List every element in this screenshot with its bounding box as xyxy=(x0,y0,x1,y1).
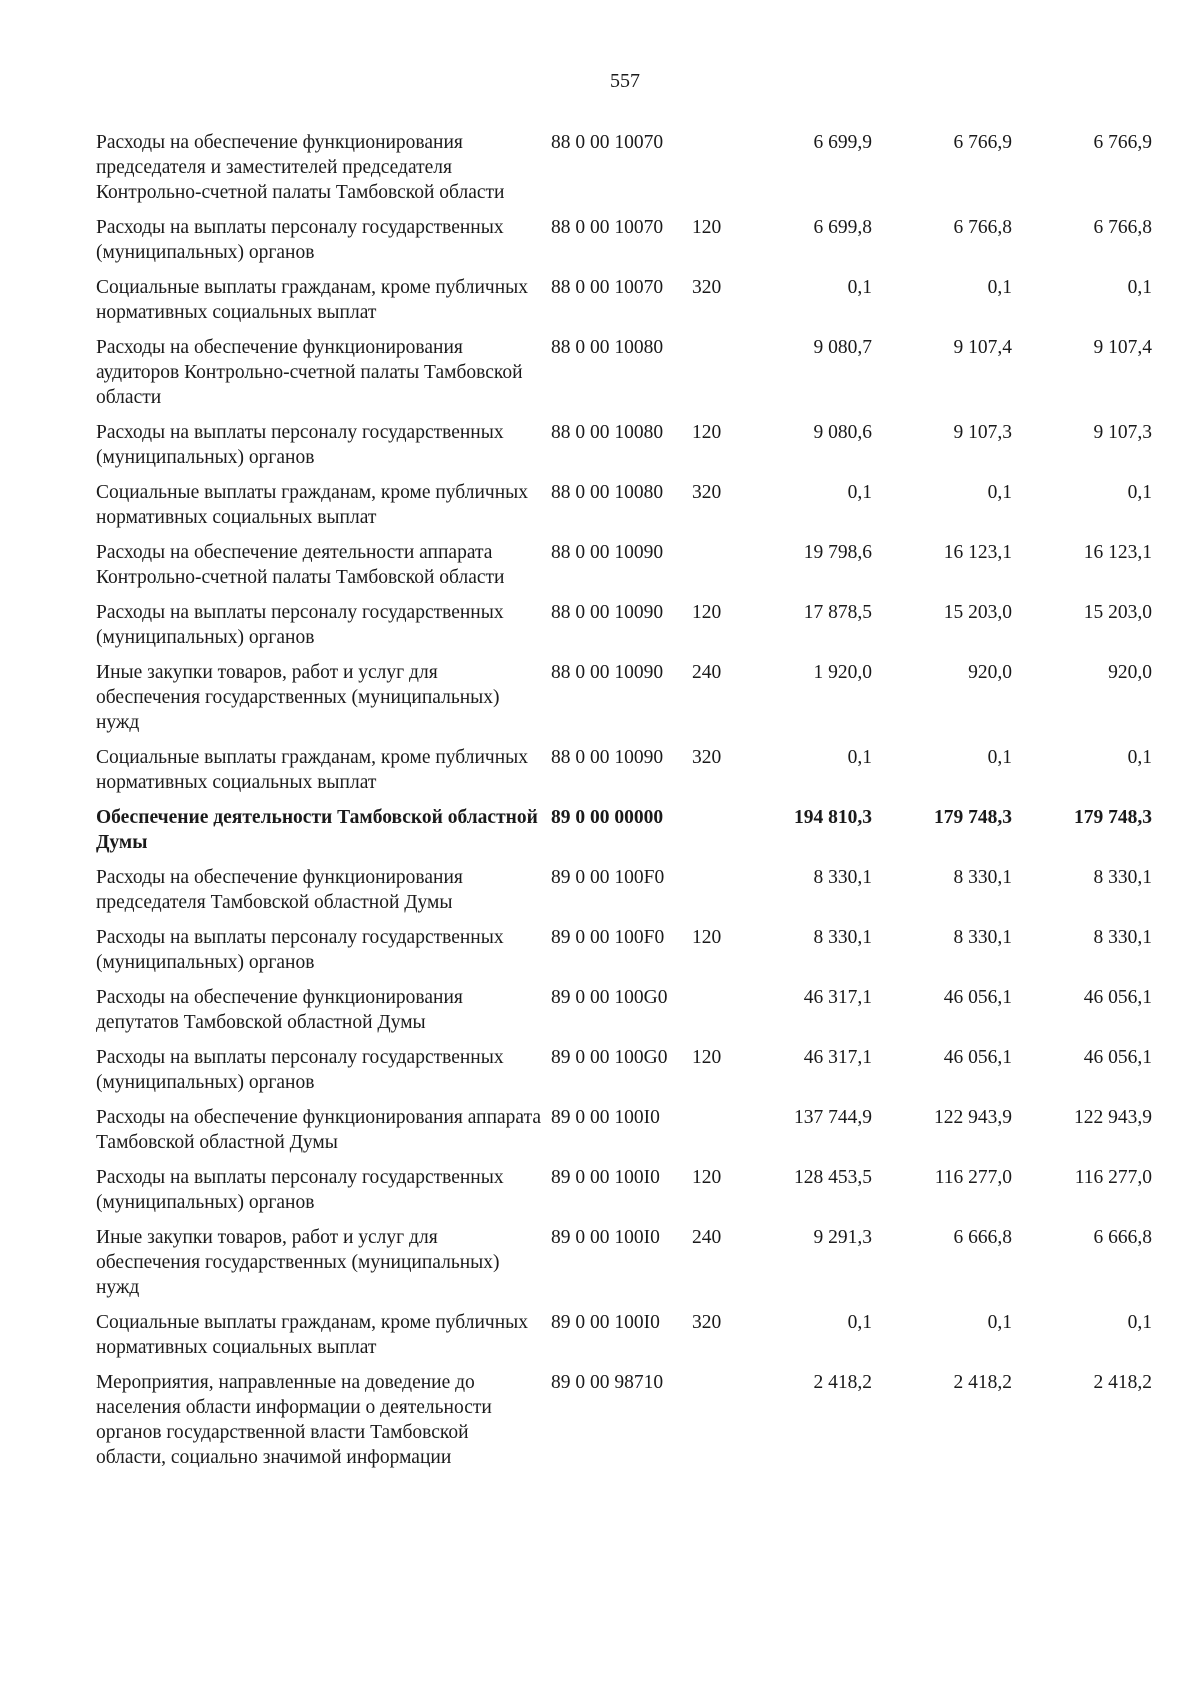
row-name: Социальные выплаты гражданам, кроме публичных нормативных социальных выплат xyxy=(96,482,528,528)
row-value-3: 920,0 xyxy=(1108,662,1152,683)
row-expense-type: 320 xyxy=(692,277,722,298)
row-expense-type xyxy=(686,805,752,865)
row-value-1: 137 744,9 xyxy=(794,1107,872,1128)
row-expense-type xyxy=(686,1370,752,1480)
budget-table-body xyxy=(96,130,1152,1480)
row-value-1: 9 291,3 xyxy=(813,1227,872,1248)
row-name: Расходы на обеспечение деятельности аппарата Контрольно-счетной палаты Тамбовской области xyxy=(96,542,505,588)
row-expense-type xyxy=(686,335,752,420)
row-name: Расходы на обеспечение функционирования председателя и заместителей председателя Контрольно-счетной палаты Тамбовской области xyxy=(96,132,505,203)
table-row xyxy=(96,480,1152,540)
row-value-3: 0,1 xyxy=(1127,482,1152,503)
row-value-3: 0,1 xyxy=(1127,1312,1152,1333)
row-code: 88 0 00 10070 xyxy=(551,277,664,298)
row-code: 88 0 00 10080 xyxy=(551,422,664,443)
row-name: Иные закупки товаров, работ и услуг для обеспечения государственных (муниципальных) нужд xyxy=(96,1227,500,1298)
row-value-2: 16 123,1 xyxy=(943,542,1012,563)
row-value-3: 16 123,1 xyxy=(1083,542,1152,563)
row-value-2: 8 330,1 xyxy=(953,867,1012,888)
row-name: Расходы на выплаты персоналу государственных (муниципальных) органов xyxy=(96,927,504,973)
row-value-1: 6 699,8 xyxy=(813,217,872,238)
row-expense-type xyxy=(686,865,752,925)
table-row xyxy=(96,805,1152,865)
row-code: 89 0 00 100F0 xyxy=(551,927,665,948)
row-expense-type: 120 xyxy=(692,422,722,443)
row-value-3: 46 056,1 xyxy=(1083,987,1152,1008)
row-expense-type xyxy=(686,1105,752,1165)
row-expense-type: 240 xyxy=(692,662,722,683)
row-code: 89 0 00 100I0 xyxy=(551,1167,660,1188)
row-value-3: 0,1 xyxy=(1127,277,1152,298)
row-name: Социальные выплаты гражданам, кроме публичных нормативных социальных выплат xyxy=(96,747,528,793)
row-value-1: 0,1 xyxy=(847,482,872,503)
row-value-1: 6 699,9 xyxy=(813,132,872,153)
row-value-1: 0,1 xyxy=(847,747,872,768)
row-value-2: 179 748,3 xyxy=(934,807,1012,828)
row-value-3: 0,1 xyxy=(1127,747,1152,768)
row-code: 89 0 00 100I0 xyxy=(551,1107,660,1128)
row-value-3: 6 766,8 xyxy=(1093,217,1152,238)
row-value-1: 9 080,7 xyxy=(813,337,872,358)
row-name: Расходы на выплаты персоналу государственных (муниципальных) органов xyxy=(96,1167,504,1213)
row-name: Расходы на выплаты персоналу государственных (муниципальных) органов xyxy=(96,1047,504,1093)
row-expense-type: 240 xyxy=(692,1227,722,1248)
row-value-2: 6 666,8 xyxy=(953,1227,1012,1248)
row-value-2: 122 943,9 xyxy=(934,1107,1012,1128)
row-value-3: 6 766,9 xyxy=(1093,132,1152,153)
row-expense-type: 120 xyxy=(692,602,722,623)
row-value-1: 8 330,1 xyxy=(813,927,872,948)
row-value-2: 0,1 xyxy=(987,747,1012,768)
row-code: 89 0 00 100I0 xyxy=(551,1227,660,1248)
row-value-3: 8 330,1 xyxy=(1093,867,1152,888)
table-row xyxy=(96,420,1152,480)
row-expense-type: 320 xyxy=(692,482,722,503)
table-row xyxy=(96,1105,1152,1165)
row-value-3: 122 943,9 xyxy=(1074,1107,1152,1128)
row-value-3: 2 418,2 xyxy=(1093,1372,1152,1393)
row-code: 89 0 00 100I0 xyxy=(551,1312,660,1333)
row-value-1: 46 317,1 xyxy=(803,987,872,1008)
row-value-1: 19 798,6 xyxy=(803,542,872,563)
row-code: 88 0 00 10090 xyxy=(551,747,664,768)
row-value-1: 1 920,0 xyxy=(813,662,872,683)
row-value-2: 46 056,1 xyxy=(943,1047,1012,1068)
row-value-1: 194 810,3 xyxy=(794,807,872,828)
row-code: 88 0 00 10080 xyxy=(551,337,664,358)
row-name: Расходы на обеспечение функционирования депутатов Тамбовской областной Думы xyxy=(96,987,463,1033)
row-value-2: 2 418,2 xyxy=(953,1372,1012,1393)
row-expense-type: 120 xyxy=(692,1047,722,1068)
row-value-2: 0,1 xyxy=(987,277,1012,298)
row-value-3: 8 330,1 xyxy=(1093,927,1152,948)
table-row xyxy=(96,865,1152,925)
table-row xyxy=(96,215,1152,275)
row-expense-type: 320 xyxy=(692,1312,722,1333)
row-value-2: 9 107,4 xyxy=(953,337,1012,358)
row-name: Расходы на выплаты персоналу государственных (муниципальных) органов xyxy=(96,217,504,263)
row-code: 88 0 00 10080 xyxy=(551,482,664,503)
row-expense-type xyxy=(686,985,752,1045)
row-name: Обеспечение деятельности Тамбовской областной Думы xyxy=(96,807,538,853)
row-expense-type xyxy=(686,540,752,600)
row-code: 89 0 00 98710 xyxy=(551,1372,664,1393)
row-value-2: 8 330,1 xyxy=(953,927,1012,948)
row-code: 88 0 00 10090 xyxy=(551,542,664,563)
row-value-2: 6 766,9 xyxy=(953,132,1012,153)
row-expense-type: 120 xyxy=(692,927,722,948)
table-row xyxy=(96,925,1152,985)
row-name: Социальные выплаты гражданам, кроме публичных нормативных социальных выплат xyxy=(96,1312,528,1358)
row-value-2: 116 277,0 xyxy=(934,1167,1012,1188)
row-value-2: 0,1 xyxy=(987,482,1012,503)
row-value-1: 128 453,5 xyxy=(794,1167,872,1188)
row-value-3: 179 748,3 xyxy=(1074,807,1152,828)
row-value-1: 17 878,5 xyxy=(803,602,872,623)
row-name: Расходы на обеспечение функционирования аудиторов Контрольно-счетной палаты Тамбовской области xyxy=(96,337,523,408)
row-value-1: 0,1 xyxy=(847,1312,872,1333)
row-value-3: 15 203,0 xyxy=(1083,602,1152,623)
row-value-1: 2 418,2 xyxy=(813,1372,872,1393)
row-name: Иные закупки товаров, работ и услуг для обеспечения государственных (муниципальных) нужд xyxy=(96,662,500,733)
table-row xyxy=(96,660,1152,745)
row-value-3: 46 056,1 xyxy=(1083,1047,1152,1068)
table-row xyxy=(96,335,1152,420)
row-value-1: 9 080,6 xyxy=(813,422,872,443)
row-value-1: 46 317,1 xyxy=(803,1047,872,1068)
row-value-2: 9 107,3 xyxy=(953,422,1012,443)
row-name: Расходы на обеспечение функционирования аппарата Тамбовской областной Думы xyxy=(96,1107,541,1153)
table-row xyxy=(96,275,1152,335)
row-expense-type: 120 xyxy=(692,1167,722,1188)
row-code: 89 0 00 100G0 xyxy=(551,987,668,1008)
row-name: Социальные выплаты гражданам, кроме публичных нормативных социальных выплат xyxy=(96,277,528,323)
row-name: Расходы на выплаты персоналу государственных (муниципальных) органов xyxy=(96,602,504,648)
table-row xyxy=(96,130,1152,215)
row-code: 88 0 00 10090 xyxy=(551,602,664,623)
page-number: 557 xyxy=(610,70,640,92)
table-row xyxy=(96,1045,1152,1105)
row-code: 89 0 00 100F0 xyxy=(551,867,665,888)
row-code: 89 0 00 00000 xyxy=(551,807,664,828)
table-row xyxy=(96,600,1152,660)
table-row xyxy=(96,1225,1152,1310)
row-code: 88 0 00 10090 xyxy=(551,662,664,683)
row-code: 89 0 00 100G0 xyxy=(551,1047,668,1068)
row-value-3: 9 107,4 xyxy=(1093,337,1152,358)
row-value-2: 46 056,1 xyxy=(943,987,1012,1008)
row-name: Расходы на выплаты персоналу государственных (муниципальных) органов xyxy=(96,422,504,468)
row-value-1: 0,1 xyxy=(847,277,872,298)
row-name: Мероприятия, направленные на доведение до населения области информации о деятельности органов государственной власти Тамбовской области, социально значимой информации xyxy=(96,1372,492,1468)
table-row xyxy=(96,1165,1152,1225)
row-expense-type: 320 xyxy=(692,747,722,768)
table-row xyxy=(96,1370,1152,1480)
row-value-2: 6 766,8 xyxy=(953,217,1012,238)
row-value-1: 8 330,1 xyxy=(813,867,872,888)
row-value-2: 0,1 xyxy=(987,1312,1012,1333)
table-row xyxy=(96,985,1152,1045)
row-name: Расходы на обеспечение функционирования председателя Тамбовской областной Думы xyxy=(96,867,463,913)
row-value-2: 920,0 xyxy=(968,662,1012,683)
row-code: 88 0 00 10070 xyxy=(551,132,664,153)
row-expense-type: 120 xyxy=(692,217,722,238)
row-value-2: 15 203,0 xyxy=(943,602,1012,623)
row-value-3: 9 107,3 xyxy=(1093,422,1152,443)
table-row xyxy=(96,1310,1152,1370)
budget-table xyxy=(96,130,1152,1480)
row-expense-type xyxy=(686,130,752,215)
row-value-3: 116 277,0 xyxy=(1074,1167,1152,1188)
row-value-3: 6 666,8 xyxy=(1093,1227,1152,1248)
table-row xyxy=(96,540,1152,600)
table-row xyxy=(96,745,1152,805)
row-code: 88 0 00 10070 xyxy=(551,217,664,238)
